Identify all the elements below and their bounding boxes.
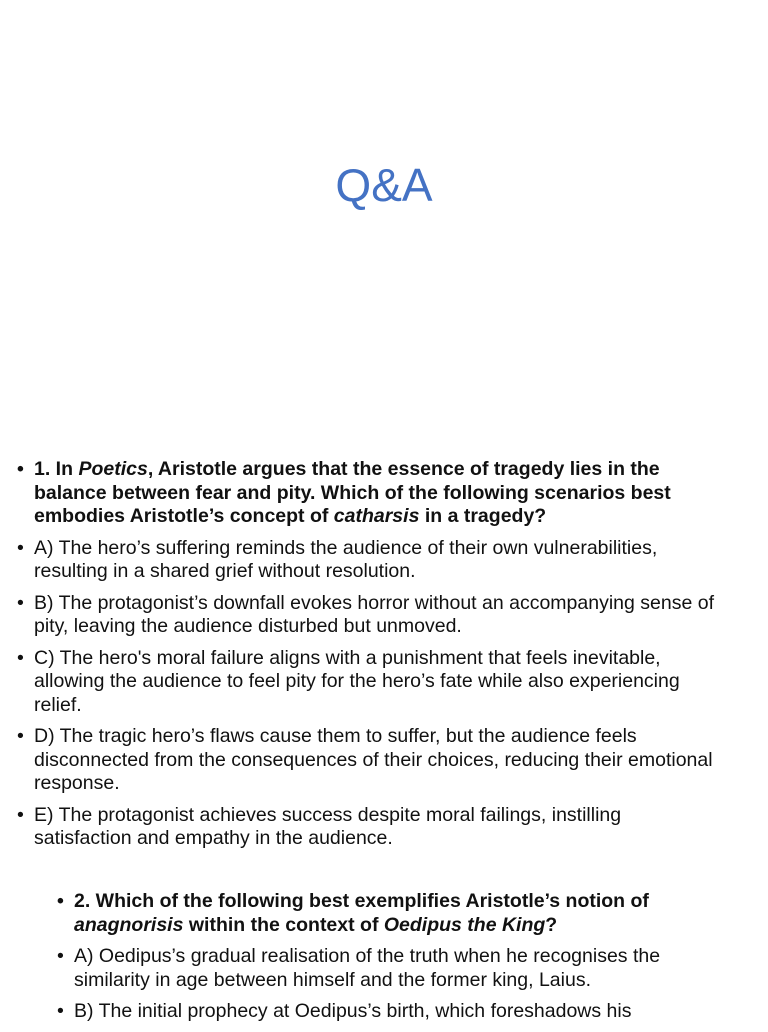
question-2-term: anagnorisis	[74, 913, 184, 936]
question-2-list	[56, 890, 716, 1032]
question-1-text: in a tragedy?	[419, 505, 547, 527]
question-1-list	[16, 458, 716, 859]
question-1-text: 1. In	[34, 458, 79, 480]
question-1-term: catharsis	[333, 505, 420, 527]
question-1-option-b: • B) The protagonist’s downfall evokes horror without an accompanying sense of pity, leaving the audience disturbed but unmoved.	[16, 592, 716, 639]
question-1-text: , Aristotle argues that the essence of tragedy lies in the balance between fear and pity. Which of the following scenarios best embodies Aristotle’s concept of	[34, 458, 671, 527]
question-2-option-a: • A) Oedipus’s gradual realisation of the truth when he recognises the similarity in age between himself and the former king, Laius.	[56, 945, 716, 992]
question-1-work-title: Poetics	[78, 458, 148, 480]
question-1-option-d: • D) The tragic hero’s flaws cause them to suffer, but the audience feels disconnected from the consequences of their choices, reducing their emotional response.	[16, 725, 716, 796]
question-2-option-b: • B) The initial prophecy at Oedipus’s birth, which foreshadows his	[56, 1000, 716, 1024]
slide-title: Q&A	[335, 159, 433, 211]
question-1-option-c: • C) The hero's moral failure aligns with a punishment that feels inevitable, allowing the audience to feel pity for the hero’s fate while also experiencing relief.	[16, 647, 716, 718]
question-2-text: 2. Which of the following best exemplifies Aristotle’s notion of	[74, 890, 649, 912]
question-2-stem	[56, 890, 716, 937]
question-1-option-a: • A) The hero’s suffering reminds the audience of their own vulnerabilities, resulting in a shared grief without resolution.	[16, 537, 716, 584]
question-1-option-e: • E) The protagonist achieves success despite moral failings, instilling satisfaction and empathy in the audience.	[16, 804, 716, 851]
question-1-stem	[16, 458, 716, 529]
question-2-text: ?	[545, 913, 558, 936]
question-2-text: within the context of	[183, 913, 384, 936]
question-2-work-title: Oedipus the King	[383, 913, 546, 936]
